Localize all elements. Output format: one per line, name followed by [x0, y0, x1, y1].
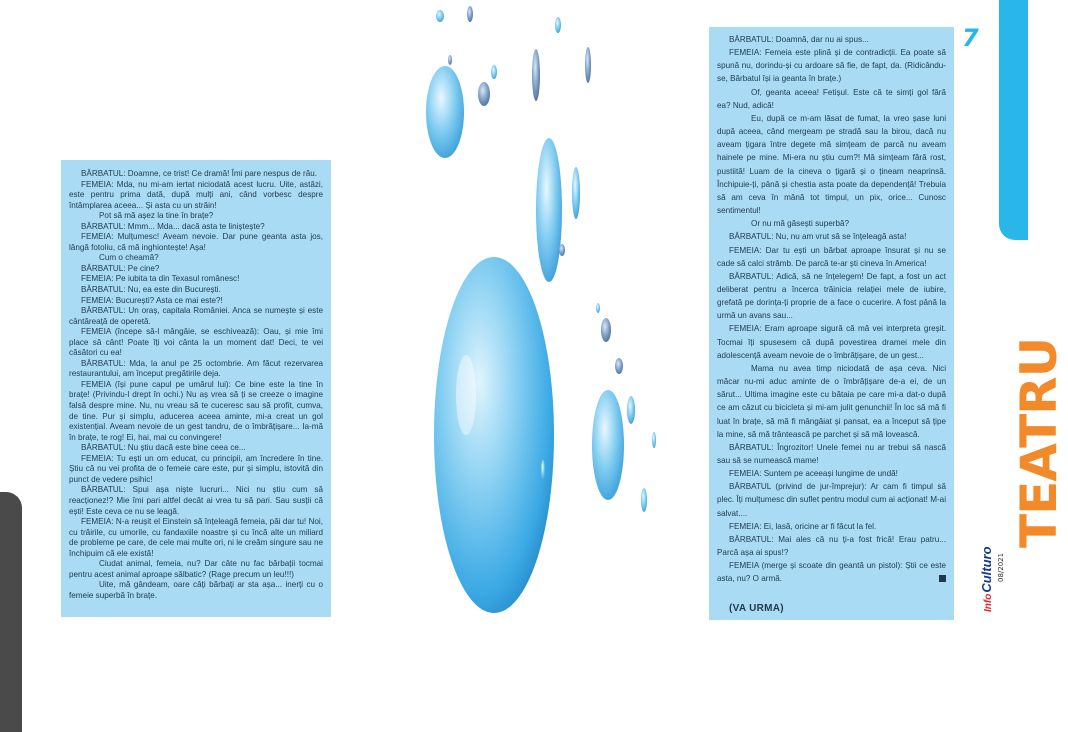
bubble [559, 244, 565, 256]
right-side-tab [999, 0, 1028, 240]
issue-date: 08/2021 [997, 552, 1005, 582]
bubbles-illustration [418, 0, 678, 620]
bubble [532, 49, 540, 101]
dialogue-paragraph: FEMEIA (începe să-l mângâie, se eschivează): Oau, și mie îmi place să cânt! Poate îți voi cânta la un moment dat! Deci, te vei căsători cu ea! [69, 327, 323, 358]
dialogue-paragraph: Uite, mă gândeam, oare câți bărbați ar sta așa... inerți cu o femeie superbă în brațe. [69, 580, 323, 600]
dialogue-paragraph: FEMEIA: Mda, nu mi-am iertat niciodată acest lucru. Uite, astăzi, este pentru prima dată, după mulți ani, când vorbesc despre întâmplarea aceea... Și asta cu un străin! [69, 179, 323, 210]
dialogue-paragraph: BĂRBATUL: Adică, să ne înțelegem! De fapt, a fost un act deliberat pentru a încerca trăinicia relației mele de iubire, grefată pe dorința-ți proprie de a face o cucerire. A fost până la urmă un avans sau... [717, 271, 946, 321]
dialogue-paragraph: BĂRBATUL: Doamnă, dar nu ai spus... [729, 35, 869, 44]
bubble [448, 55, 452, 65]
bubble [467, 6, 473, 22]
bubble-highlight [456, 355, 476, 435]
dialogue-paragraph: FEMEIA: Mulțumesc! Aveam nevoie. Dar pune geanta asta jos, lângă fotoliu, că mă inghiontește! Așa! [69, 232, 323, 252]
dialogue-paragraph: FEMEIA: Dar tu ești un bărbat aproape însurat și nu se cade să calci strâmb. De parcă te-ar ști cineva în America! [717, 245, 946, 268]
dialogue-paragraph: BĂRBATUL: Spui așa niște lucruri... Nici nu știu cum să reacționez!? Mie îmi pari altfel decât ai vrea tu să pari. Sau susții că ești! Este ceva ce nu se leagă. [69, 485, 323, 516]
bubble [596, 303, 600, 313]
dialogue-paragraph: Eu, după ce m-am lăsat de fumat, la vreo șase luni după aceea, când mergeam pe stradă sau la birou, dacă nu aveam țigara între degete mă simțeam de parcă nu aveam hainele pe mine. Mi-era nu știu cum?! Mă simțeam fără rost, pustiită! Luam de la cineva o țigară și o țineam neaprinsă. Închipuie-ți, până și chestia asta poate da dependență! Trebuia să am ceva în mână tot timpul, un pix, orice... Cunosc sentimentul! [717, 113, 946, 216]
page-number: 7 [962, 24, 979, 52]
section-title: TEATRU [1010, 337, 1068, 548]
dialogue-paragraph: BĂRBATUL: Un oraș, capitala României. Anca se numește și este cântăreață de operetă. [69, 306, 323, 326]
dialogue-paragraph: FEMEIA: Tu ești un om educat, cu principii, am încredere în tine. Știu că nu vei profita de o femeie care este, pur și simplu, istovită din punct de vedere psihic! [69, 453, 323, 484]
large-bubble [434, 257, 554, 613]
dialogue-paragraph: FEMEIA: N-a reușit el Einstein să înțeleagă femeia, păi dar tu! Noi, cu trăirile, cu umorile, cu fandaxiile noastre și cu încă alte un miliard de probleme pe care, de cele mai multe ori, ni le creăm singure sau ne închipuim că ele există! [69, 517, 323, 558]
end-mark-icon [939, 575, 946, 582]
bubble [592, 390, 624, 500]
bubble [601, 318, 611, 342]
bubble [627, 396, 635, 424]
logo-name: Culturo [979, 546, 994, 593]
dialogue-paragraph: BĂRBATUL: Nu știu dacă este bine ceea ce... [81, 443, 246, 453]
dialogue-paragraph: BĂRBATUL: Mda, la anul pe 25 octombrie. Am făcut rezervarea restaurantului, am început pregătirile deja. [69, 358, 323, 379]
dialogue-paragraph: Pot să mă așez la tine în brațe? [99, 211, 214, 221]
bubble [536, 138, 562, 282]
dialogue-paragraph: BĂRBATUL (privind de jur-împrejur): Ar cam fi timpul să plec. Îți mulțumesc din suflet pentru modul cum ai acționat! M-ai salvat.... [717, 482, 946, 518]
continued-note: (VA URMA) [729, 602, 784, 614]
bubble [652, 432, 656, 448]
left-side-tab [0, 492, 22, 732]
bubble [555, 17, 561, 33]
bubble [426, 66, 464, 158]
dialogue-paragraph: FEMEIA: Suntem pe aceeași lungime de undă! [729, 469, 898, 479]
magazine-logo [979, 546, 994, 612]
dialogue-paragraph: Or nu mă găsești superbă? [751, 219, 850, 229]
article-column-right [709, 27, 954, 620]
dialogue-paragraph: Of, geanta aceea! Fetișul. Este că te simți gol fără ea? Nud, adică! [717, 87, 946, 110]
bubble [491, 65, 497, 79]
dialogue-paragraph: FEMEIA (își pune capul pe umărul lui): Ce bine este la tine în brațe! (Privindu-l drept în ochi.) Nu aș vrea să ți se creeze o imagine falsă despre mine. Nu, nu vreau să te cuceresc sau să profit, cumva, de tine. Pur și simplu, aducerea aceea aminte, mi-a creat un gol existențial. Aveam nevoie de un gest tandru, de o îmbrățișare... Ia-mă în brațe, te rog! Ei, hai, mai cu convingere! [69, 379, 323, 442]
bubble [641, 488, 647, 512]
dialogue-paragraph: BĂRBATUL: Mai ales că nu ți-a fost frică! Erau patru... Parcă așa ai spus!? [717, 534, 946, 558]
dialogue-paragraph: Cum o cheamă? [99, 253, 159, 263]
dialogue-paragraph: BĂRBATUL: Doamne, ce trist! Ce dramă! Îmi pare nespus de rău. [81, 169, 318, 178]
bubble [615, 358, 623, 374]
dialogue-paragraph: BĂRBATUL: Nu, nu am vrut să se înțeleagă asta! [729, 232, 907, 242]
dialogue-paragraph: FEMEIA (merge și scoate din geantă un pistol): Știi ce este asta, nu? O armă. [717, 561, 946, 584]
logo-prefix: Info [983, 593, 994, 612]
bubble [478, 82, 490, 106]
dialogue-paragraph: Ciudat animal, femeia, nu? Dar câte nu fac bărbații tocmai pentru acest animal aproape sălbatic? (Rage precum un leu!!!) [69, 559, 323, 579]
dialogue-paragraph: FEMEIA: Pe iubita ta din Texasul românesc! [81, 274, 240, 284]
dialogue-paragraph: FEMEIA: Eram aproape sigură că mă vei interpreta greșit. Tocmai îți spusesem că după povestirea dramei mele din adolescență aveam nevoie de o îmbrățișare, de un gest... [717, 324, 946, 360]
dialogue-paragraph: Mama nu avea timp niciodată de așa ceva. Nici măcar nu-mi aduc aminte de o îmbrățișare de-a ei, de un sărut... Ultima imagine este cu bătaia pe care mi-a dat-o după ce am căzut cu bicicleta și mi-am julit genunchii! În loc să mă fi luat în brațe, să mă fi mângâiat și pansat, ea a început să țipe la mine, să mă trântească pe parchet și să mă lovească. [717, 363, 946, 439]
bubble [436, 10, 444, 22]
dialogue-paragraph: FEMEIA: Femeia este plină și de contradicții. Ea poate să spună nu, dorindu-și cu ardoare să fie, de fapt, da. (Ridicându-se, Bărbatul își ia geanta în brațe.) [717, 48, 946, 84]
dialogue-paragraph: BĂRBATUL: Nu, ea este din București. [81, 285, 221, 295]
bubble [585, 47, 591, 83]
dialogue-paragraph: FEMEIA: București? Asta ce mai este?! [81, 295, 223, 305]
dialogue-paragraph: BĂRBATUL: Mmm... Mda... dacă asta te liniștește? [81, 221, 265, 231]
article-column-left [61, 160, 331, 617]
dialogue-paragraph: FEMEIA: Ei, lasă, oricine ar fi făcut la fel. [729, 521, 877, 531]
bubble [541, 460, 545, 480]
dialogue-paragraph: BĂRBATUL: Pe cine? [81, 263, 160, 273]
bubble [572, 167, 580, 219]
dialogue-paragraph: BĂRBATUL: Îngrozitor! Unele femei nu ar trebui să nască sau să se numească mame! [717, 442, 946, 465]
